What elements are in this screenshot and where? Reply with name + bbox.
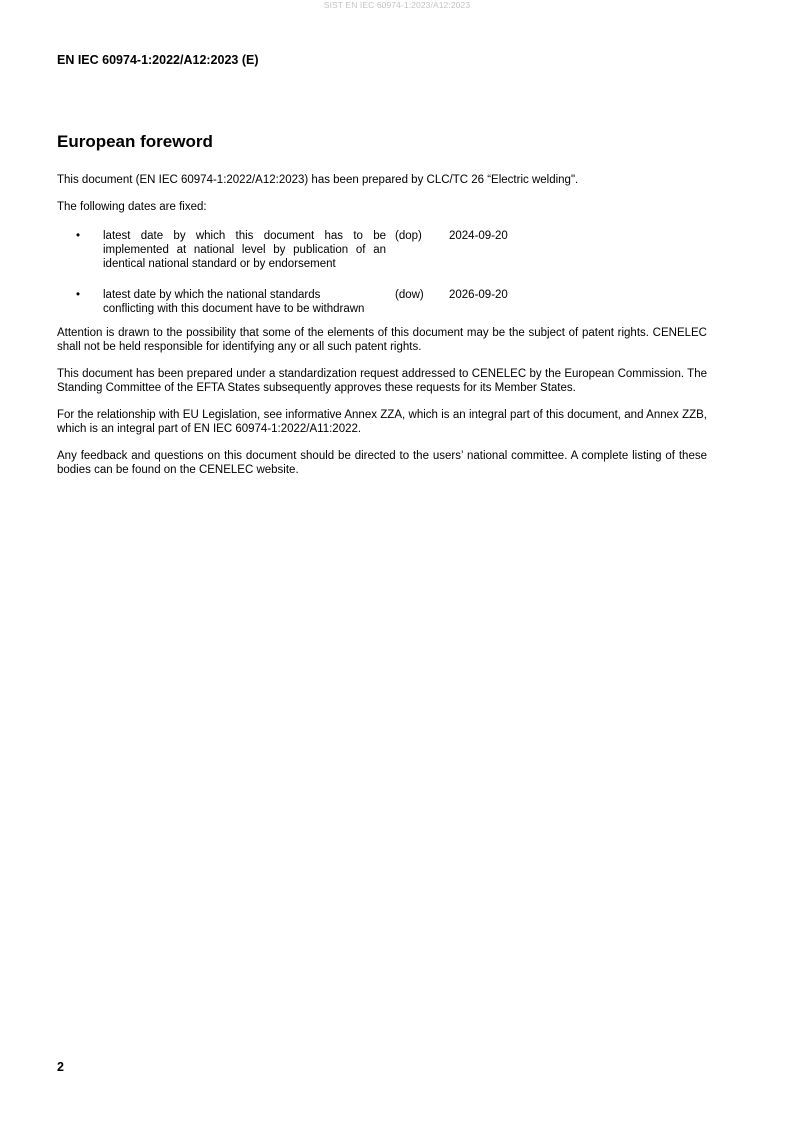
bullet-icon: • <box>76 230 81 242</box>
feedback-paragraph: Any feedback and questions on this document should be directed to the users’ national committee. A complete listing of these bodies can be found on the CENELEC website. <box>57 450 707 476</box>
date-value: 2024-09-20 <box>449 230 508 242</box>
dates-intro-paragraph: The following dates are fixed: <box>57 201 207 213</box>
date-value: 2026-09-20 <box>449 289 508 301</box>
date-description: latest date by which this document has to be implemented at national level by publication of an identical national standard or by endorsement <box>103 230 386 270</box>
foreword-section <box>57 131 707 490</box>
date-item-dop <box>57 229 707 271</box>
eu-legislation-paragraph: For the relationship with EU Legislation, see informative Annex ZZA, which is an integral part of this document, and Annex ZZB, which is an integral part of EN IEC 60974-1:2022/A11:2022. <box>57 409 707 435</box>
dates-list <box>57 229 707 316</box>
date-description: latest date by which the national standards conflicting with this document have to be withdrawn <box>103 289 365 315</box>
standardization-request-paragraph: This document has been prepared under a standardization request addressed to CENELEC by the European Commission. The Standing Committee of the EFTA States subsequently approves these requests for its Member States. <box>57 368 707 394</box>
intro-paragraph: This document (EN IEC 60974-1:2022/A12:2023) has been prepared by CLC/TC 26 “Electric welding". <box>57 174 579 186</box>
date-abbreviation: (dow) <box>395 289 424 301</box>
document-identifier: EN IEC 60974-1:2022/A12:2023 (E) <box>57 53 259 67</box>
date-item-dow <box>57 288 707 316</box>
page-number: 2 <box>57 1060 64 1074</box>
bullet-icon: • <box>76 289 81 301</box>
patent-paragraph: Attention is drawn to the possibility that some of the elements of this document may be the subject of patent rights. CENELEC shall not be held responsible for identifying any or all such patent rights. <box>57 327 707 353</box>
watermark-header: SIST EN IEC 60974-1:2023/A12:2023 <box>323 0 471 10</box>
date-abbreviation: (dop) <box>395 230 422 242</box>
section-title: European foreword <box>57 132 213 151</box>
